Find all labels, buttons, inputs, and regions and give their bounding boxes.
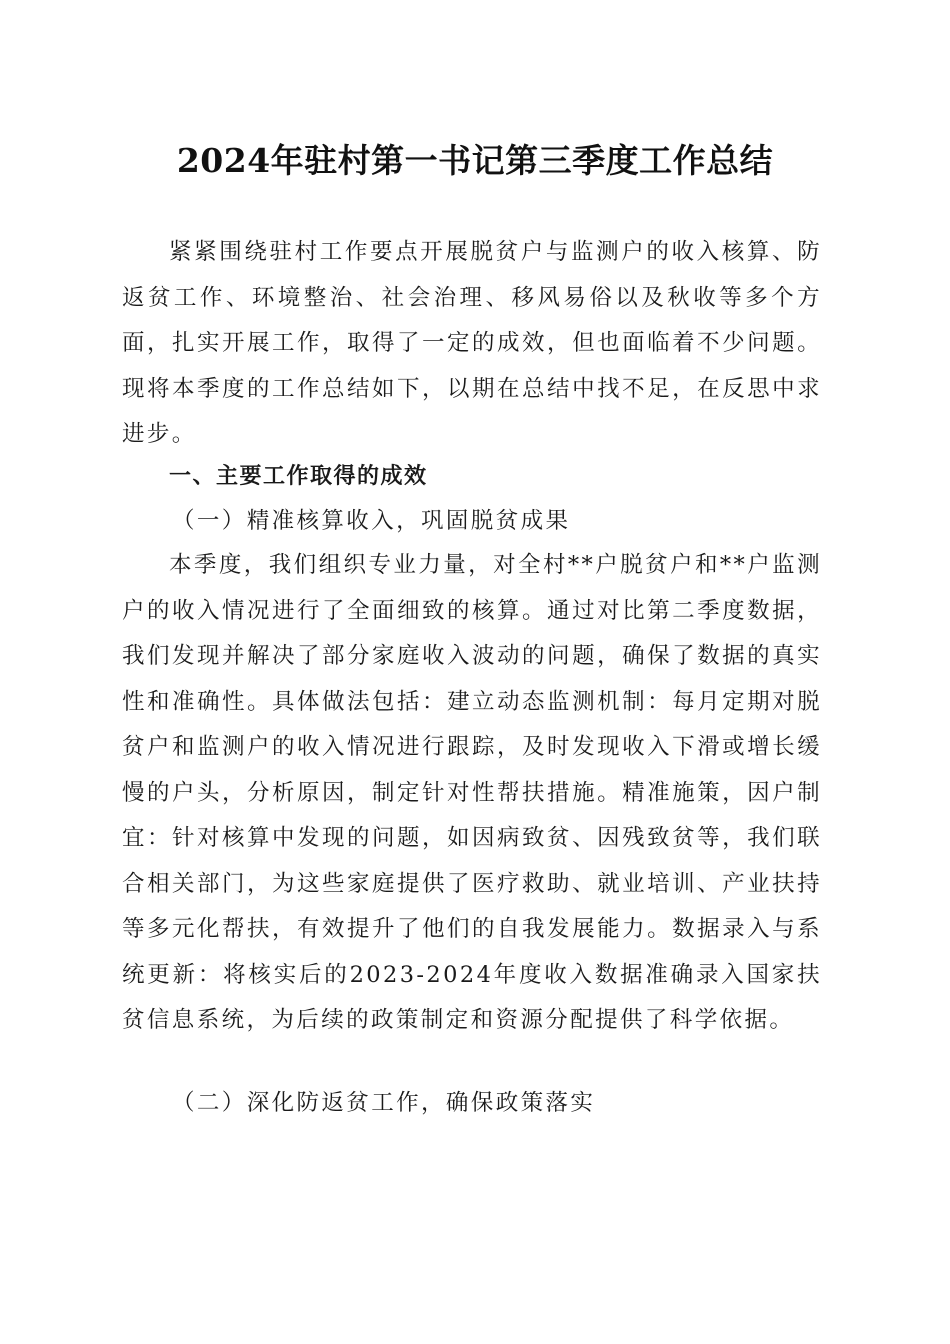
section-heading-achievements: 一、主要工作取得的成效	[169, 464, 428, 489]
document-title: 2024年驻村第一书记第三季度工作总结	[176, 141, 774, 180]
subsection-heading-poverty-prevention: （二）深化防返贫工作，确保政策落实	[172, 1090, 596, 1116]
intro-paragraph: 紧紧围绕驻村工作要点开展脱贫户与监测户的收入核算、防返贫工作、环境整治、社会治理、移风易俗以及秋收等多个方面，扎实开展工作，取得了一定的成效，但也面临着不少问题。现将本季度的工作总结如下，以期在总结中找不足，在反思中求进步。	[122, 239, 822, 447]
subsection-heading-income: （一）精准核算收入，巩固脱贫成果	[172, 508, 571, 534]
income-paragraph: 本季度，我们组织专业力量，对全村**户脱贫户和**户监测户的收入情况进行了全面细致的核算。通过对比第二季度数据，我们发现并解决了部分家庭收入波动的问题，确保了数据的真实性和准确性。具体做法包括：建立动态监测机制：每月定期对脱贫户和监测户的收入情况进行跟踪，及时发现收入下滑或增长缓慢的户头，分析原因，制定针对性帮扶措施。精准施策，因户制宜：针对核算中发现的问题，如因病致贫、因残致贫等，我们联合相关部门，为这些家庭提供了医疗救助、就业培训、产业扶持等多元化帮扶，有效提升了他们的自我发展能力。数据录入与系统更新：将核实后的2023-2024年度收入数据准确录入国家扶贫信息系统，为后续的政策制定和资源分配提供了科学依据。	[122, 552, 822, 1033]
